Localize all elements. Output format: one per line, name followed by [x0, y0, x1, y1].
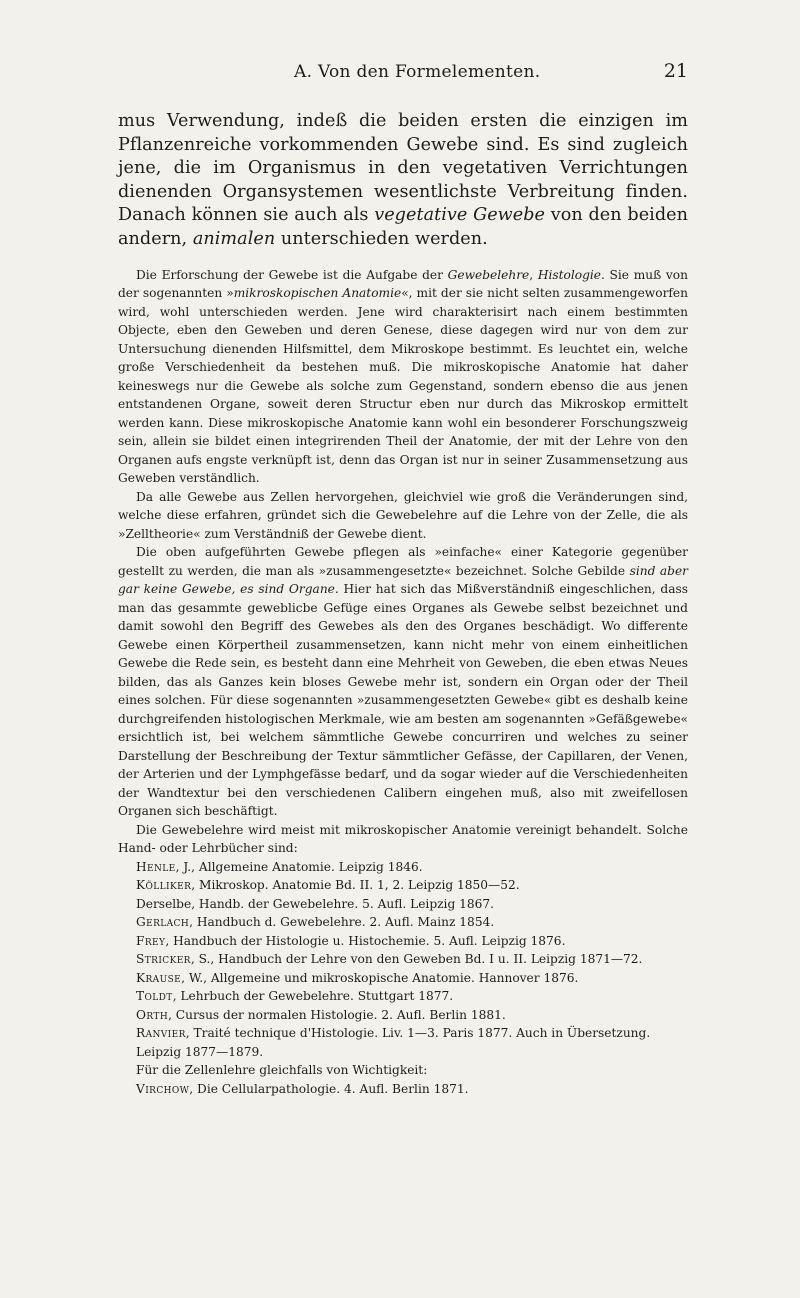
lead-text: unterschieden werden.	[275, 228, 488, 249]
running-head	[118, 62, 688, 92]
reference-item	[118, 987, 688, 1006]
text: Sie muß von der sogenannten »	[118, 267, 688, 301]
reference-text: , Mikroskop. Anatomie Bd. II. 1, 2. Leipzig 1850—52.	[191, 878, 520, 893]
reference-item	[118, 858, 688, 877]
reference-author: Frey	[136, 933, 166, 948]
reference-text: , Traité technique d'Histologie. Liv. 1—3. Paris 1877. Auch in Übersetzung. Leipzig 1877—1879.	[136, 1026, 651, 1059]
reference-text: , S., Handbuch der Lehre von den Geweben Bd. I u. II. Leipzig 1871—72.	[190, 952, 643, 967]
reference-text: , Handbuch d. Gewebelehre. 2. Aufl. Mainz 1854.	[189, 915, 495, 930]
lead-emphasis: animalen	[192, 228, 276, 249]
paragraph-textbooks-intro: Die Gewebelehre wird meist mit mikroskopischer Anatomie vereinigt behandelt. Solche Hand- oder Lehrbücher sind:	[118, 822, 688, 856]
reference-item	[118, 1024, 688, 1061]
text: Die Erforschung der Gewebe ist die Aufgabe der	[136, 267, 448, 282]
emphasis: Gewebelehre	[447, 267, 530, 282]
text: ,	[529, 267, 538, 282]
reference-list-final	[118, 1080, 688, 1099]
reference-item	[118, 1006, 688, 1025]
reference-item	[118, 969, 688, 988]
paragraph-cell-doctrine: Für die Zellenlehre gleichfalls von Wichtigkeit:	[136, 1063, 428, 1078]
reference-author: Toldt	[136, 989, 173, 1004]
paragraph-histology	[118, 266, 688, 488]
lead-text: mus Verwendung, indeß die beiden ersten die einzigen im Pflanzenreiche vorkommenden Gewebe sind. Es sind zugleich jene, die im Organismus in den vegetativen Verrichtungen dienenden Organsystemen wesentlichste Verbreitung finden. Danach können sie auch als	[118, 111, 688, 226]
reference-text: , J., Allgemeine Anatomie. Leipzig 1846.	[175, 859, 423, 874]
reference-author: Krause	[136, 970, 182, 985]
book-page	[118, 62, 688, 1098]
reference-text: , Die Cellularpathologie. 4. Aufl. Berlin 1871.	[189, 1081, 469, 1096]
reference-item	[118, 913, 688, 932]
text: Hier hat sich das Mißverständniß eingeschlichen, dass man das gesammte geweblicbe Gefüge eines Organes als Gewebe selbst bezeichnet und damit sowohl den Begriff des Gewebes als den des Organes beschädigt. Wo differente Gewebe einen Körpertheil zusammensetzen, kann nicht mehr von einem einheitlichen Gewebe die Rede sein, es besteht dann eine Mehrheit von Geweben, die eben etwas Neues bilden, das als Ganzes kein bloses Gewebe mehr ist, sondern ein Organ oder der Theil eines solchen. Für diese sogenannten »zusammengesetzten Gewebe« gibt es deshalb keine durchgreifenden histologischen Merkmale, wie am besten am sogenannten »Gefäßgewebe« ersichtlich ist, bei welchem sämmtliche Gewebe concurriren und welches zu seiner Darstellung der Beschreibung der Textur sämmtlicher Gefässe, der Capillaren, der Venen, der Arterien und der Lymphgefässe bedarf, und da sogar wieder auf die Verschiedenheiten der Wandtextur bei den verschiedenen Calibern eingehen muß, also mit zweifellosen Organen sich beschäftigt.	[118, 582, 688, 819]
page-number: 21	[663, 60, 688, 82]
text: «, mit der sie nicht selten zusammengeworfen wird, wohl unterschieden werden. Jene wird charakterisirt nach einem bestimmten Objecte, eben den Geweben und deren Genese, diese dagegen wird nur von dem zur Untersuchung dienenden Hilfsmittel, dem Mikroskope bestimmt. Es leuchtet ein, welche große Verschiedenheit da bestehen muß. Die mikroskopische Anatomie hat daher keineswegs nur die Gewebe als solche zum Gegenstand, sondern ebenso die aus jenen entstandenen Organe, soweit deren Structur eben nur durch das Mikroskop ermittelt werden kann. Diese mikroskopische Anatomie kann wohl ein besonderer Forschungszweig sein, allein sie bildet einen integrirenden Theil der Anatomie, der mit der Lehre von den Organen aufs engste verknüpft ist, denn das Organ ist nur in seiner Zusammensetzung aus Geweben verständlich.	[118, 286, 688, 486]
lead-paragraph	[118, 110, 688, 252]
reference-text: , Handbuch der Histologie u. Histochemie. 5. Aufl. Leipzig 1876.	[165, 933, 566, 948]
reference-item	[118, 895, 688, 914]
reference-author: Ranvier	[136, 1026, 186, 1041]
reference-item	[118, 950, 688, 969]
reference-author: Orth	[136, 1007, 169, 1022]
lead-text: von den beiden andern,	[118, 205, 688, 249]
reference-item	[118, 932, 688, 951]
small-print-block	[118, 266, 688, 858]
reference-text: , W., Allgemeine und mikroskopische Anatomie. Hannover 1876.	[181, 970, 579, 985]
running-title: A. Von den Formelementen.	[294, 62, 541, 82]
reference-author: Stricker	[136, 952, 191, 967]
reference-item	[118, 1080, 688, 1099]
reference-text: , Cursus der normalen Histologie. 2. Aufl. Berlin 1881.	[168, 1007, 506, 1022]
paragraph-compound-tissues	[118, 543, 688, 821]
reference-author: Virchow	[136, 1081, 190, 1096]
emphasis: sind aber gar keine Gewebe, es sind Organe.	[118, 563, 688, 597]
reference-text: Derselbe, Handb. der Gewebelehre. 5. Aufl. Leipzig 1867.	[136, 896, 495, 911]
emphasis: mikroskopischen Anatomie	[233, 286, 402, 301]
reference-author: Gerlach	[136, 915, 190, 930]
lead-emphasis: vegetative Gewebe	[374, 205, 546, 226]
reference-list	[118, 858, 688, 1062]
reference-item	[118, 876, 688, 895]
reference-text: , Lehrbuch der Gewebelehre. Stuttgart 1877.	[172, 989, 454, 1004]
reference-author: Henle	[136, 859, 176, 874]
emphasis: Histologie.	[537, 267, 605, 282]
text: Die oben aufgeführten Gewebe pflegen als »einfache« einer Kategorie gegenüber gestellt zu werden, die man als »zusammengesetzte« bezeichnet. Solche Gebilde	[118, 545, 688, 578]
reference-author: Kölliker	[136, 878, 192, 893]
paragraph-cell-theory: Da alle Gewebe aus Zellen hervorgehen, gleichviel wie groß die Veränderungen sind, welche diese erfahren, gründet sich die Gewebelehre auf die Lehre von der Zelle, die als »Zelltheorie« zum Verständniß der Gewebe dient.	[118, 489, 688, 541]
